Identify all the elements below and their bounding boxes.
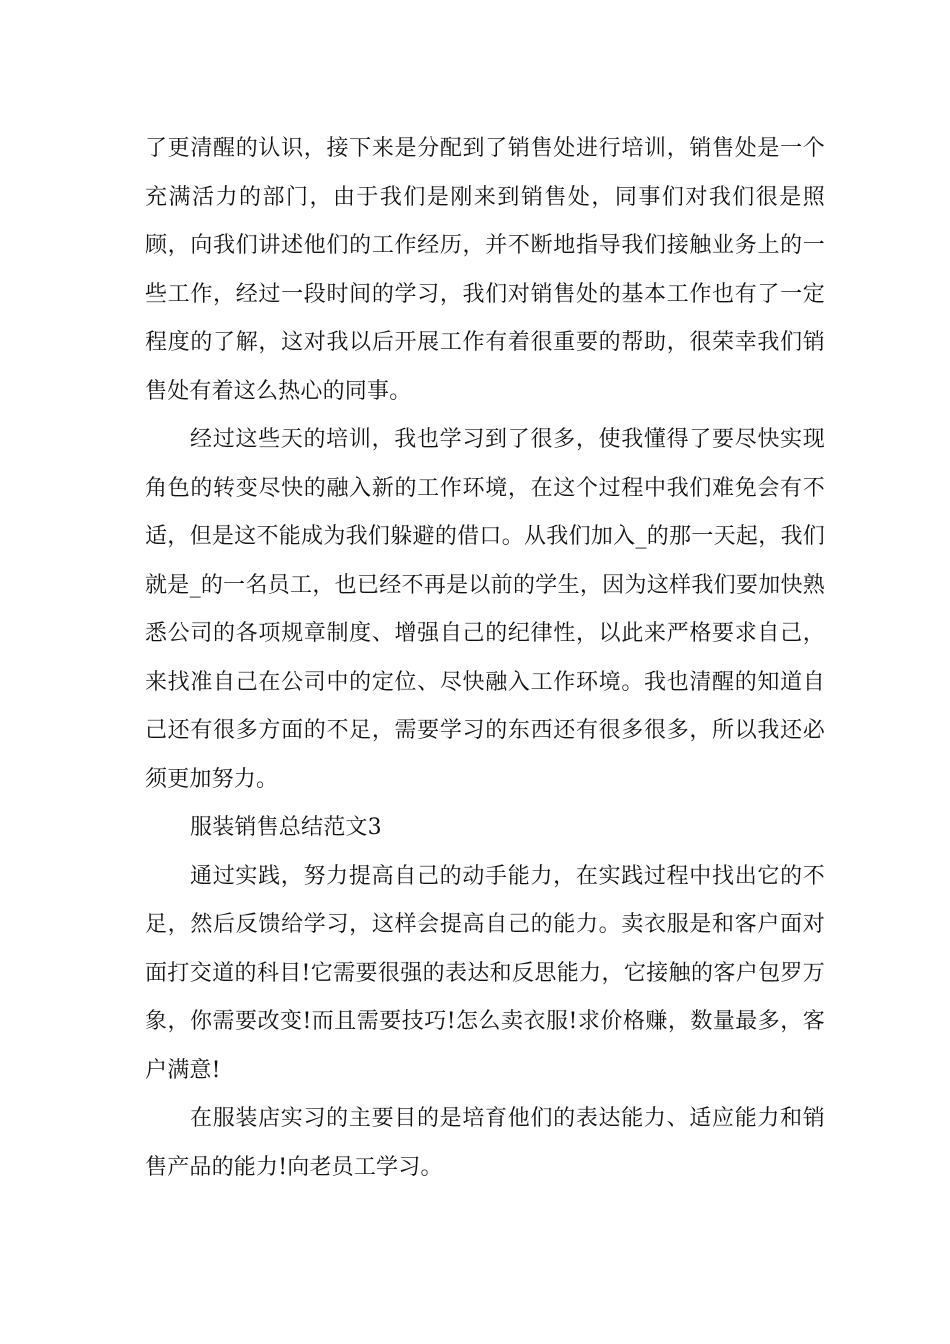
paragraph-practice: 通过实践，努力提高自己的动手能力，在实践过程中找出它的不足，然后反馈给学习，这样会提高自己的能力。卖衣服是和客户面对面打交道的科目!它需要很强的表达和反思能力，它接触的客户包罗万象，你需要改变!而且需要技巧!怎么卖衣服!求价格赚，数量最多，客户满意! [145, 863, 825, 1083]
paragraph-internship: 在服装店实习的主要目的是培育他们的表达能力、适应能力和销售产品的能力!向老员工学习。 [145, 1106, 825, 1180]
section-heading: 服装销售总结范文3 [190, 815, 382, 840]
paragraph-training: 经过这些天的培训，我也学习到了很多，使我懂得了要尽快实现角色的转变尽快的融入新的工作环境，在这个过程中我们难免会有不适，但是这不能成为我们躲避的借口。从我们加入_的那一天起，我们就是_的一名员工，也已经不再是以前的学生，因为这样我们要加快熟悉公司的各项规章制度、增强自己的纪律性，以此来严格要求自己，来找准自己在公司中的定位、尽快融入工作环境。我也清醒的知道自己还有很多方面的不足，需要学习的东西还有很多很多，所以我还必须更加努力。 [145, 427, 825, 792]
document-body [145, 125, 825, 1192]
paragraph-continuation: 了更清醒的认识，接下来是分配到了销售处进行培训，销售处是一个充满活力的部门，由于我们是刚来到销售处，同事们对我们很是照顾，向我们讲述他们的工作经历，并不断地指导我们接触业务上的一些工作，经过一段时间的学习，我们对销售处的基本工作也有了一定程度的了解，这对我以后开展工作有着很重要的帮助，很荣幸我们销售处有着这么热心的同事。 [145, 136, 825, 404]
